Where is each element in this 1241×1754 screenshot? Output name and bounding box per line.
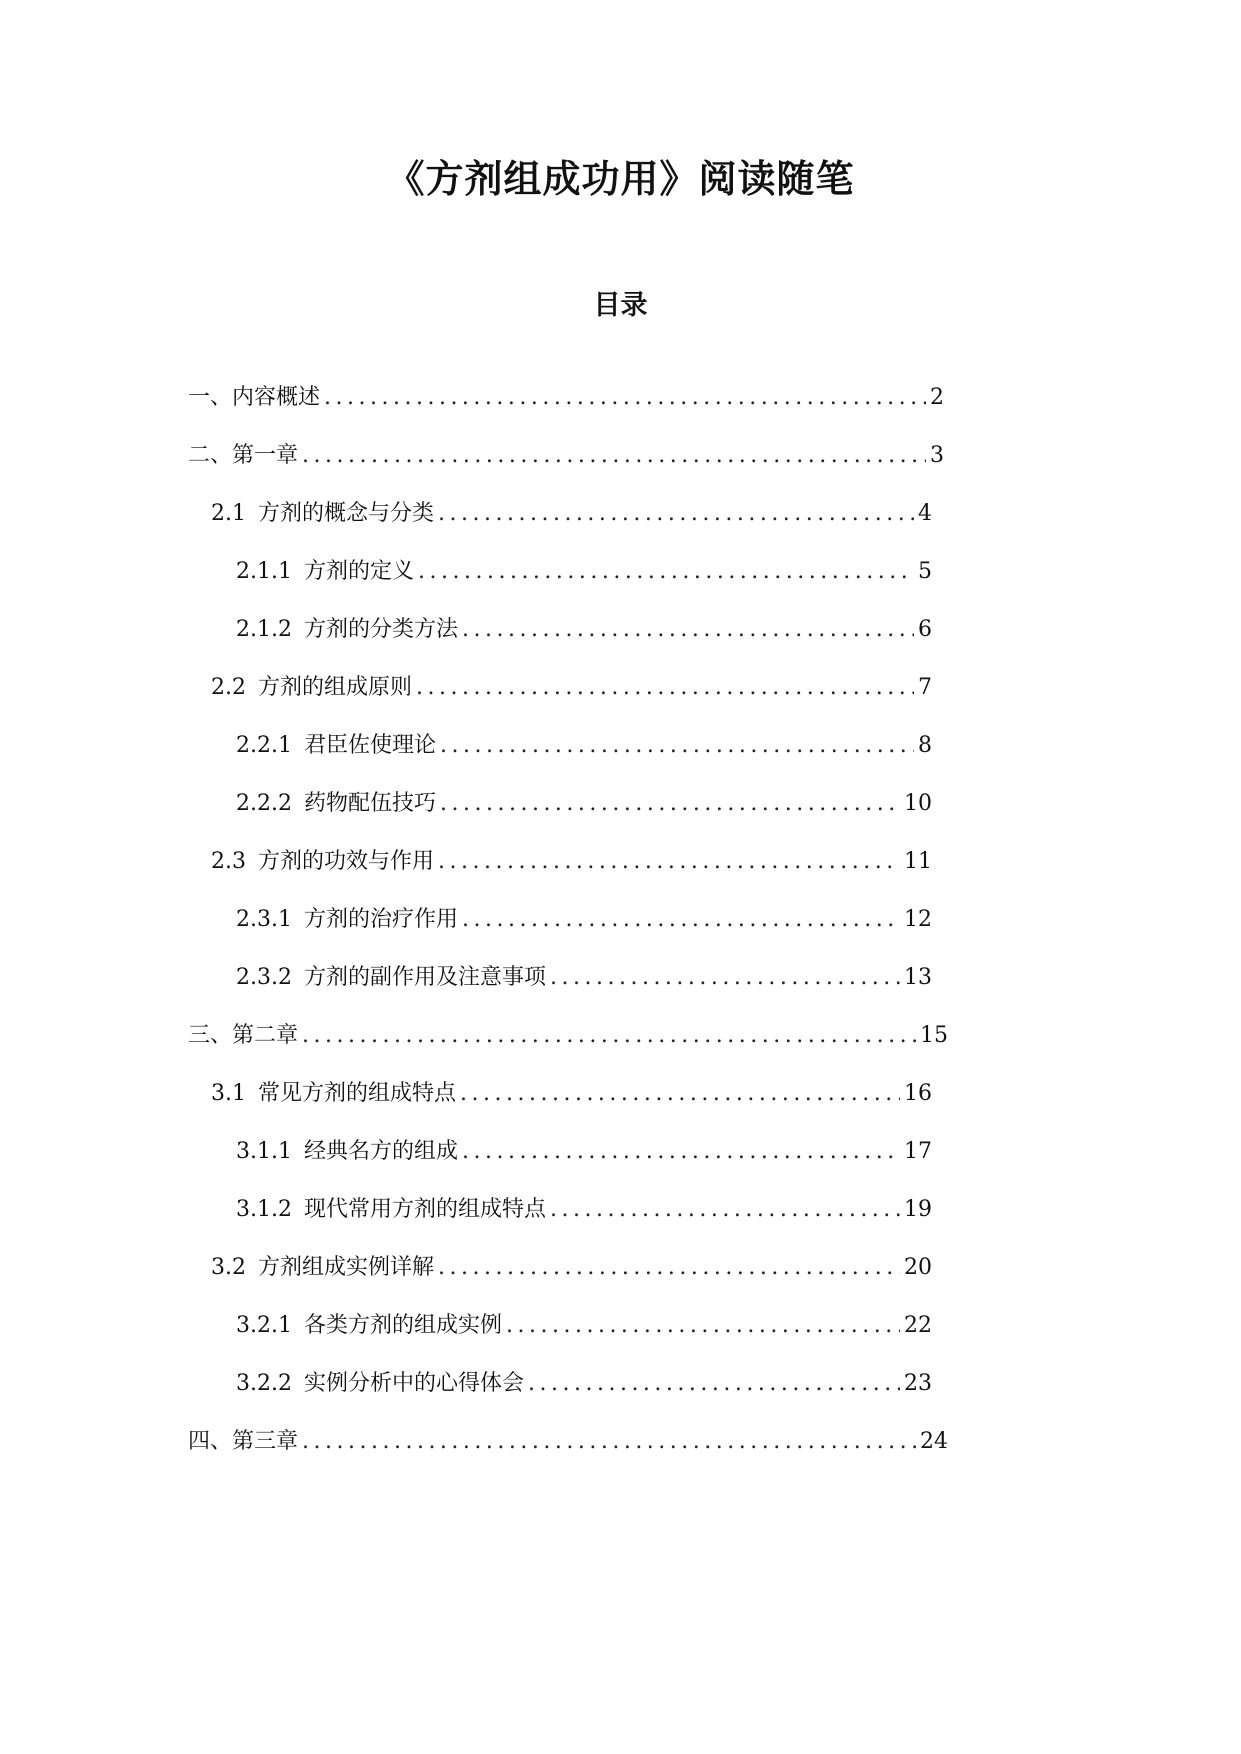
toc-heading: 目录 bbox=[593, 290, 648, 321]
toc-entry[interactable] bbox=[236, 786, 932, 822]
toc-entry-number: 2.3.2 bbox=[236, 965, 292, 990]
toc-entry-text: 一、内容概述 bbox=[188, 385, 321, 410]
toc-entry-text: 四、第三章 bbox=[188, 1429, 299, 1454]
toc-dot-leader bbox=[438, 1250, 900, 1286]
toc-entry[interactable] bbox=[211, 1076, 932, 1112]
toc-entry-page-number: 12 bbox=[904, 907, 932, 932]
toc-dot-leader bbox=[462, 612, 914, 648]
toc-entry-text: 方剂的分类方法 bbox=[303, 617, 458, 642]
toc-entry-text: 方剂的定义 bbox=[303, 559, 414, 584]
toc-dot-leader bbox=[506, 1308, 900, 1344]
toc-entry-page-number: 6 bbox=[918, 617, 932, 642]
toc-dot-leader bbox=[440, 728, 914, 764]
toc-entry[interactable] bbox=[211, 1250, 932, 1286]
toc-entry-text: 方剂的概念与分类 bbox=[258, 501, 435, 526]
toc-entry[interactable] bbox=[211, 496, 932, 532]
toc-dot-leader bbox=[324, 380, 926, 416]
toc-entry-number: 2.1.2 bbox=[236, 617, 292, 642]
toc-entry-page-number: 19 bbox=[904, 1197, 932, 1222]
toc-entry[interactable] bbox=[236, 728, 932, 764]
toc-entry-number: 3.2.2 bbox=[236, 1371, 292, 1396]
toc-entry-page-number: 2 bbox=[930, 385, 944, 410]
toc-entry-number: 3.1.1 bbox=[236, 1139, 292, 1164]
toc-entry-page-number: 22 bbox=[904, 1313, 932, 1338]
toc-entry[interactable] bbox=[236, 1366, 932, 1402]
toc-entry-page-number: 17 bbox=[904, 1139, 932, 1164]
toc-dot-leader bbox=[440, 786, 900, 822]
toc-entry-number: 3.2 bbox=[211, 1255, 246, 1280]
toc-entry-number: 2.1 bbox=[211, 501, 246, 526]
toc-dot-leader bbox=[462, 1134, 900, 1170]
toc-entry[interactable] bbox=[236, 960, 932, 996]
toc-entry[interactable] bbox=[211, 844, 932, 880]
toc-dot-leader bbox=[302, 1424, 916, 1460]
toc-entry-text: 方剂的功效与作用 bbox=[258, 849, 435, 874]
toc-entry-text: 实例分析中的心得体会 bbox=[303, 1371, 524, 1396]
toc-entry-number: 2.3 bbox=[211, 849, 246, 874]
toc-entry-page-number: 8 bbox=[918, 733, 932, 758]
toc-entry-page-number: 10 bbox=[904, 791, 932, 816]
toc-entry[interactable] bbox=[188, 1018, 948, 1054]
toc-entry-text: 方剂的组成原则 bbox=[258, 675, 413, 700]
toc-dot-leader bbox=[438, 844, 900, 880]
toc-entry-page-number: 5 bbox=[918, 559, 932, 584]
toc-dot-leader bbox=[462, 902, 900, 938]
toc-entry[interactable] bbox=[188, 380, 944, 416]
toc-dot-leader bbox=[550, 1192, 900, 1228]
toc-entry-page-number: 15 bbox=[920, 1023, 948, 1048]
toc-entry-page-number: 23 bbox=[904, 1371, 932, 1396]
toc-dot-leader bbox=[418, 554, 914, 590]
toc-entry[interactable] bbox=[236, 1134, 932, 1170]
toc-entry-text: 药物配伍技巧 bbox=[303, 791, 436, 816]
toc-entry-number: 3.2.1 bbox=[236, 1313, 292, 1338]
toc-entry-page-number: 16 bbox=[904, 1081, 932, 1106]
toc-entry[interactable] bbox=[236, 612, 932, 648]
toc-entry-number: 2.3.1 bbox=[236, 907, 292, 932]
toc-dot-leader bbox=[460, 1076, 900, 1112]
toc-entry[interactable] bbox=[236, 1192, 932, 1228]
toc-entry-text: 方剂的副作用及注意事项 bbox=[303, 965, 546, 990]
toc-entry-page-number: 7 bbox=[918, 675, 932, 700]
toc-dot-leader bbox=[528, 1366, 900, 1402]
toc-entry-number: 2.2 bbox=[211, 675, 246, 700]
toc-entry-page-number: 20 bbox=[904, 1255, 932, 1280]
toc-entry-text: 二、第一章 bbox=[188, 443, 299, 468]
toc-entry[interactable] bbox=[236, 554, 932, 590]
toc-entry-page-number: 24 bbox=[920, 1429, 948, 1454]
toc-entry-page-number: 4 bbox=[918, 501, 932, 526]
toc-entry-text: 各类方剂的组成实例 bbox=[303, 1313, 502, 1338]
toc-entry[interactable] bbox=[211, 670, 932, 706]
toc-entry-page-number: 13 bbox=[904, 965, 932, 990]
toc-entry-page-number: 3 bbox=[930, 443, 944, 468]
toc-entry-text: 方剂的治疗作用 bbox=[303, 907, 458, 932]
toc-entry-text: 常见方剂的组成特点 bbox=[258, 1081, 457, 1106]
toc-entry[interactable] bbox=[188, 438, 944, 474]
toc-dot-leader bbox=[302, 438, 926, 474]
toc-entry-number: 2.2.1 bbox=[236, 733, 292, 758]
toc-entry-number: 3.1.2 bbox=[236, 1197, 292, 1222]
toc-dot-leader bbox=[302, 1018, 916, 1054]
toc-dot-leader bbox=[416, 670, 914, 706]
toc-entry[interactable] bbox=[236, 902, 932, 938]
toc-entry[interactable] bbox=[188, 1424, 948, 1460]
toc-entry-text: 君臣佐使理论 bbox=[303, 733, 436, 758]
toc-entry-number: 2.1.1 bbox=[236, 559, 292, 584]
toc-entry-text: 方剂组成实例详解 bbox=[258, 1255, 435, 1280]
toc-entry-page-number: 11 bbox=[904, 849, 932, 874]
toc-dot-leader bbox=[550, 960, 900, 996]
toc-dot-leader bbox=[438, 496, 914, 532]
document-title: 《方剂组成功用》阅读随笔 bbox=[386, 156, 855, 201]
toc-entry-text: 现代常用方剂的组成特点 bbox=[303, 1197, 546, 1222]
toc-entry[interactable] bbox=[236, 1308, 932, 1344]
toc-entry-number: 2.2.2 bbox=[236, 791, 292, 816]
toc-entry-number: 3.1 bbox=[211, 1081, 246, 1106]
toc-entry-text: 经典名方的组成 bbox=[303, 1139, 458, 1164]
toc-entry-text: 三、第二章 bbox=[188, 1023, 299, 1048]
